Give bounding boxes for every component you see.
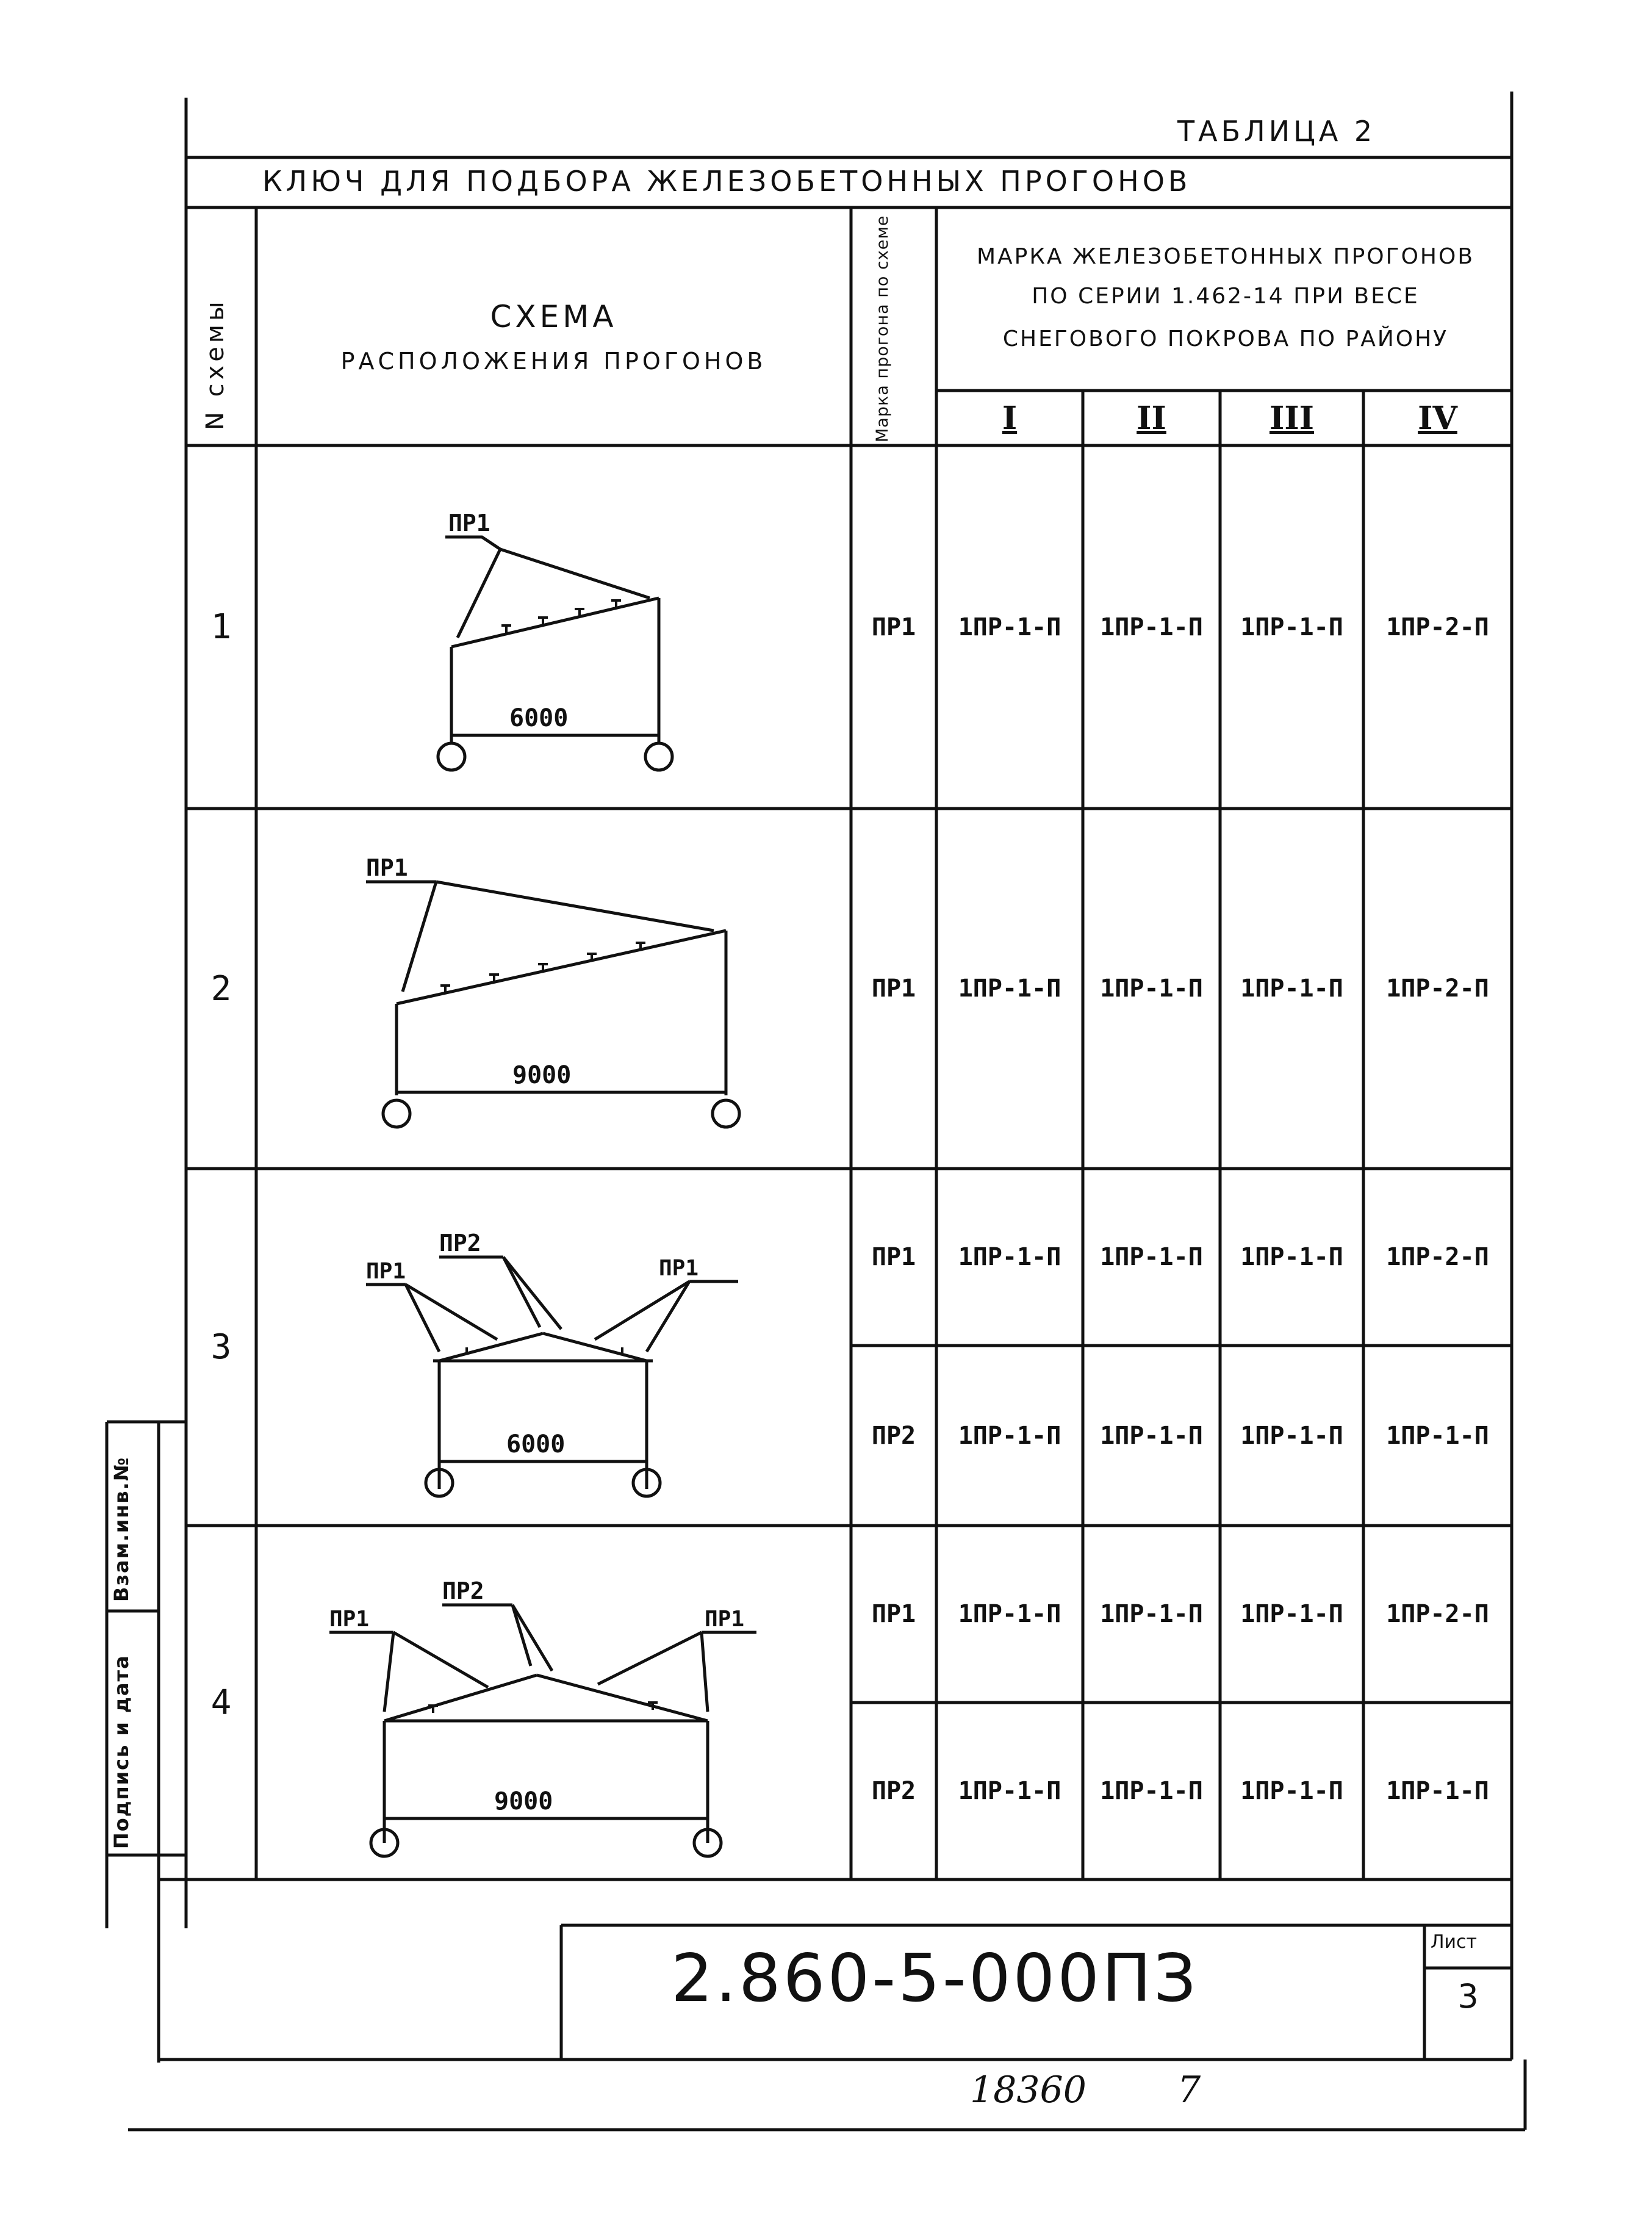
mark-value: 1ПР-1-П [958, 1777, 1061, 1805]
mark-value: 1ПР-1-П [958, 975, 1061, 1003]
mark-value: 1ПР-1-П [1386, 1777, 1489, 1805]
scheme-label-pr1: ПР1 [366, 1259, 406, 1284]
mark-value: 1ПР-1-П [1100, 1600, 1203, 1628]
mark-value: 1ПР-1-П [1240, 1243, 1343, 1271]
mark-value: 1ПР-2-П [1386, 1600, 1489, 1628]
mark-value: 1ПР-2-П [1386, 1243, 1489, 1271]
header-mark-line2: ПО СЕРИИ 1.462-14 ПРИ ВЕСЕ [1032, 284, 1420, 309]
mark-value: 1ПР-1-П [1240, 1777, 1343, 1805]
mark-value: 1ПР-1-П [1100, 613, 1203, 641]
purlin-mark: ПР1 [871, 975, 916, 1003]
region-header-1: I [1002, 399, 1018, 437]
mark-value: 1ПР-1-П [958, 1243, 1061, 1271]
mark-value: 1ПР-1-П [958, 1600, 1061, 1628]
table-label: ТАБЛИЦА 2 [1177, 115, 1376, 148]
row-number: 2 [210, 968, 232, 1009]
span-dimension: 6000 [506, 1430, 566, 1458]
side-stamp-sign-date: Подпись и дата [110, 1654, 133, 1849]
mark-value: 1ПР-1-П [1240, 1600, 1343, 1628]
span-dimension: 9000 [512, 1061, 572, 1089]
sheet-number: 3 [1457, 1977, 1479, 2016]
span-dimension: 9000 [494, 1787, 553, 1815]
header-scheme-no: N схемы [201, 298, 229, 430]
region-header-4: IV [1418, 399, 1457, 437]
table-title: КЛЮЧ ДЛЯ ПОДБОРА ЖЕЛЕЗОБЕТОННЫХ ПРОГОНОВ [262, 165, 1191, 198]
mark-value: 1ПР-1-П [1100, 975, 1203, 1003]
scheme-label-pr1: ПР1 [366, 854, 408, 881]
region-header-2: II [1137, 399, 1166, 437]
document-code: 2.860-5-000ПЗ [671, 1941, 1199, 2017]
scheme-3-diagram [348, 1220, 744, 1507]
mark-value: 1ПР-2-П [1386, 975, 1489, 1003]
header-scheme-title: СХЕМА [490, 299, 617, 334]
mark-value: 1ПР-1-П [1240, 1421, 1343, 1450]
footer-number: 18360 [970, 2069, 1086, 2111]
mark-value: 1ПР-1-П [1386, 1421, 1489, 1450]
span-dimension: 6000 [509, 704, 569, 732]
scheme-label-pr1: ПР1 [448, 510, 490, 536]
purlin-mark: ПР1 [871, 613, 916, 641]
side-stamp-replace-inv: Взам.инв.№ [110, 1456, 133, 1602]
region-header-3: III [1270, 399, 1314, 437]
scheme-label-pr2: ПР2 [439, 1230, 481, 1256]
row-number: 4 [210, 1682, 232, 1723]
mark-value: 1ПР-1-П [1240, 613, 1343, 641]
scheme-4-diagram [305, 1574, 793, 1867]
scheme-label-pr1: ПР1 [329, 1607, 370, 1632]
header-mark-line1: МАРКА ЖЕЛЕЗОБЕТОННЫХ ПРОГОНОВ [976, 244, 1475, 269]
mark-value: 1ПР-1-П [958, 1421, 1061, 1450]
header-scheme-subtitle: РАСПОЛОЖЕНИЯ ПРОГОНОВ [340, 348, 767, 375]
scheme-1-diagram [390, 500, 695, 781]
scheme-label-pr1: ПР1 [659, 1256, 699, 1281]
row-number: 1 [210, 607, 232, 647]
scheme-label-pr2: ПР2 [442, 1577, 484, 1604]
mark-value: 1ПР-1-П [1100, 1243, 1203, 1271]
mark-value: 1ПР-1-П [1100, 1421, 1203, 1450]
scheme-2-diagram [348, 851, 775, 1144]
purlin-mark: ПР2 [871, 1777, 916, 1805]
purlin-mark: ПР1 [871, 1243, 916, 1271]
purlin-mark: ПР2 [871, 1421, 916, 1450]
mark-value: 1ПР-1-П [958, 613, 1061, 641]
header-purlin-mark: Марка прогона по схеме [873, 215, 892, 442]
mark-value: 1ПР-1-П [1100, 1777, 1203, 1805]
purlin-mark: ПР1 [871, 1600, 916, 1628]
header-mark-line3: СНЕГОВОГО ПОКРОВА ПО РАЙОНУ [1002, 326, 1449, 351]
scheme-label-pr1: ПР1 [705, 1607, 745, 1632]
footer-page: 7 [1177, 2069, 1201, 2111]
mark-value: 1ПР-2-П [1386, 613, 1489, 641]
mark-value: 1ПР-1-П [1240, 975, 1343, 1003]
row-number: 3 [210, 1327, 232, 1367]
sheet-label: Лист [1431, 1931, 1478, 1953]
